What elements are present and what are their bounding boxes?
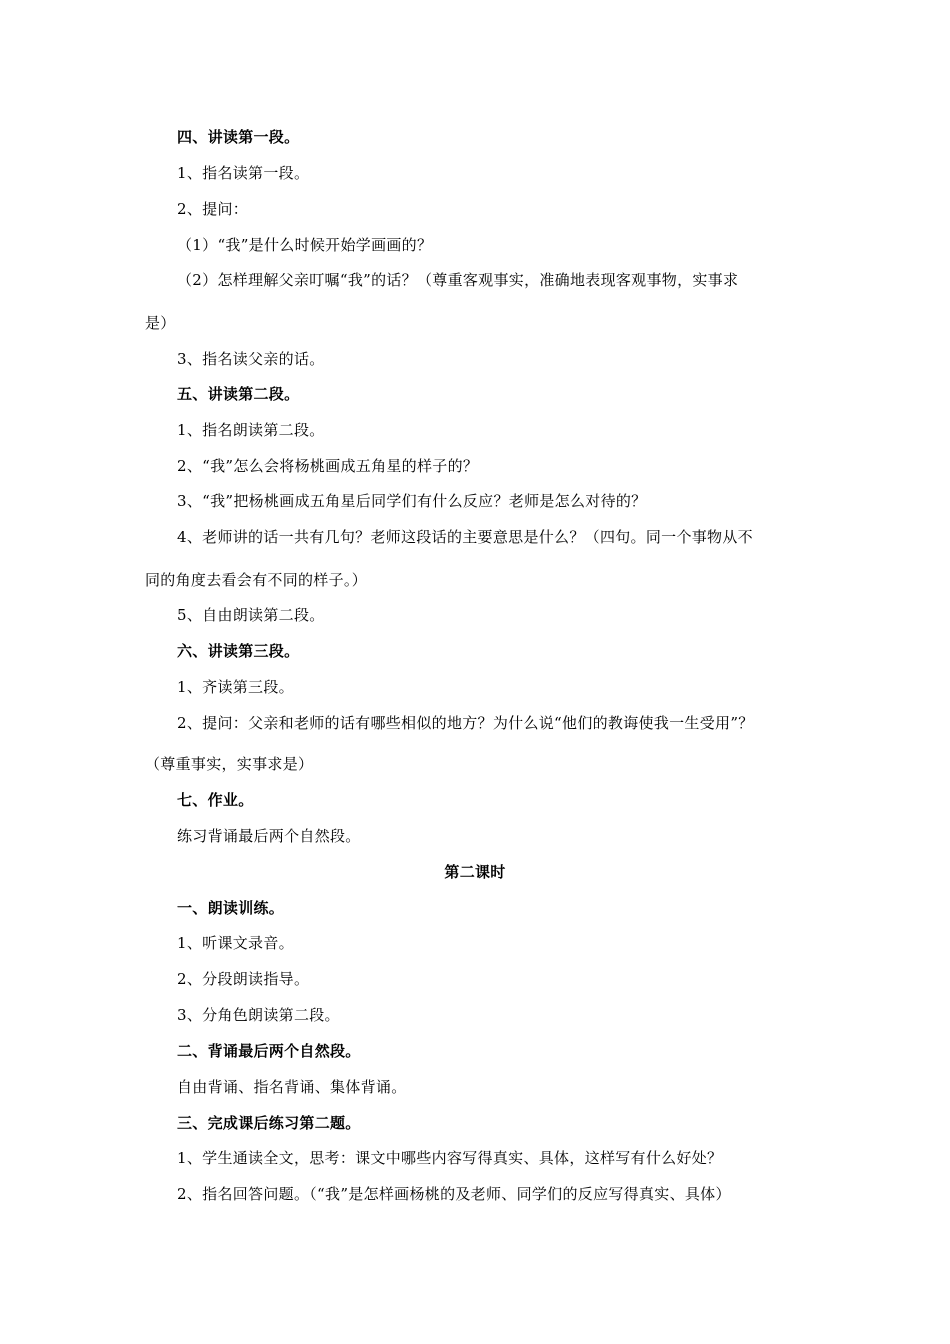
paragraph-line: （2）怎样理解父亲叮嘱“我”的话？（尊重客观事实，准确地表现客观事物，实事求 bbox=[177, 271, 739, 289]
section-heading-1: 一、朗读训练。 bbox=[177, 899, 285, 917]
paragraph-line-continuation: （尊重事实，实事求是） bbox=[145, 755, 314, 773]
paragraph-line: 3、分角色朗读第二段。 bbox=[177, 1006, 340, 1024]
paragraph-line: 5、自由朗读第二段。 bbox=[177, 606, 325, 624]
section-heading-3: 三、完成课后练习第二题。 bbox=[177, 1114, 361, 1132]
paragraph-line: 2、提问： bbox=[177, 200, 249, 218]
paragraph-line-continuation: 是） bbox=[145, 314, 176, 332]
paragraph-line: 练习背诵最后两个自然段。 bbox=[177, 827, 361, 845]
paragraph-line: 2、分段朗读指导。 bbox=[177, 970, 310, 988]
paragraph-line: （1）“我”是什么时候开始学画画的？ bbox=[177, 236, 433, 254]
paragraph-line: 1、学生通读全文，思考：课文中哪些内容写得真实、具体，这样写有什么好处？ bbox=[177, 1149, 723, 1167]
section-heading-4: 四、讲读第一段。 bbox=[177, 128, 300, 146]
section-heading-6: 六、讲读第三段。 bbox=[177, 642, 300, 660]
paragraph-line: 3、“我”把杨桃画成五角星后同学们有什么反应？老师是怎么对待的？ bbox=[177, 492, 647, 510]
paragraph-line: 2、提问：父亲和老师的话有哪些相似的地方？为什么说“他们的教诲使我一生受用”？ bbox=[177, 714, 754, 732]
paragraph-line: 自由背诵、指名背诵、集体背诵。 bbox=[177, 1078, 407, 1096]
section-heading-5: 五、讲读第二段。 bbox=[177, 385, 300, 403]
paragraph-line: 3、指名读父亲的话。 bbox=[177, 350, 325, 368]
paragraph-line: 4、老师讲的话一共有几句？老师这段话的主要意思是什么？（四句。同一个事物从不 bbox=[177, 528, 753, 546]
paragraph-line-continuation: 同的角度去看会有不同的样子。） bbox=[145, 571, 368, 589]
paragraph-line: 1、听课文录音。 bbox=[177, 934, 294, 952]
paragraph-line: 1、指名朗读第二段。 bbox=[177, 421, 325, 439]
paragraph-line: 2、“我”怎么会将杨桃画成五角星的样子的？ bbox=[177, 457, 479, 475]
paragraph-line: 2、指名回答问题。（“我”是怎样画杨桃的及老师、同学们的反应写得真实、具体） bbox=[177, 1185, 731, 1203]
paragraph-line: 1、齐读第三段。 bbox=[177, 678, 294, 696]
paragraph-line: 1、指名读第一段。 bbox=[177, 164, 310, 182]
section-heading-7: 七、作业。 bbox=[177, 791, 254, 809]
section-heading-2: 二、背诵最后两个自然段。 bbox=[177, 1042, 361, 1060]
lesson-title: 第二课时 bbox=[444, 863, 506, 881]
